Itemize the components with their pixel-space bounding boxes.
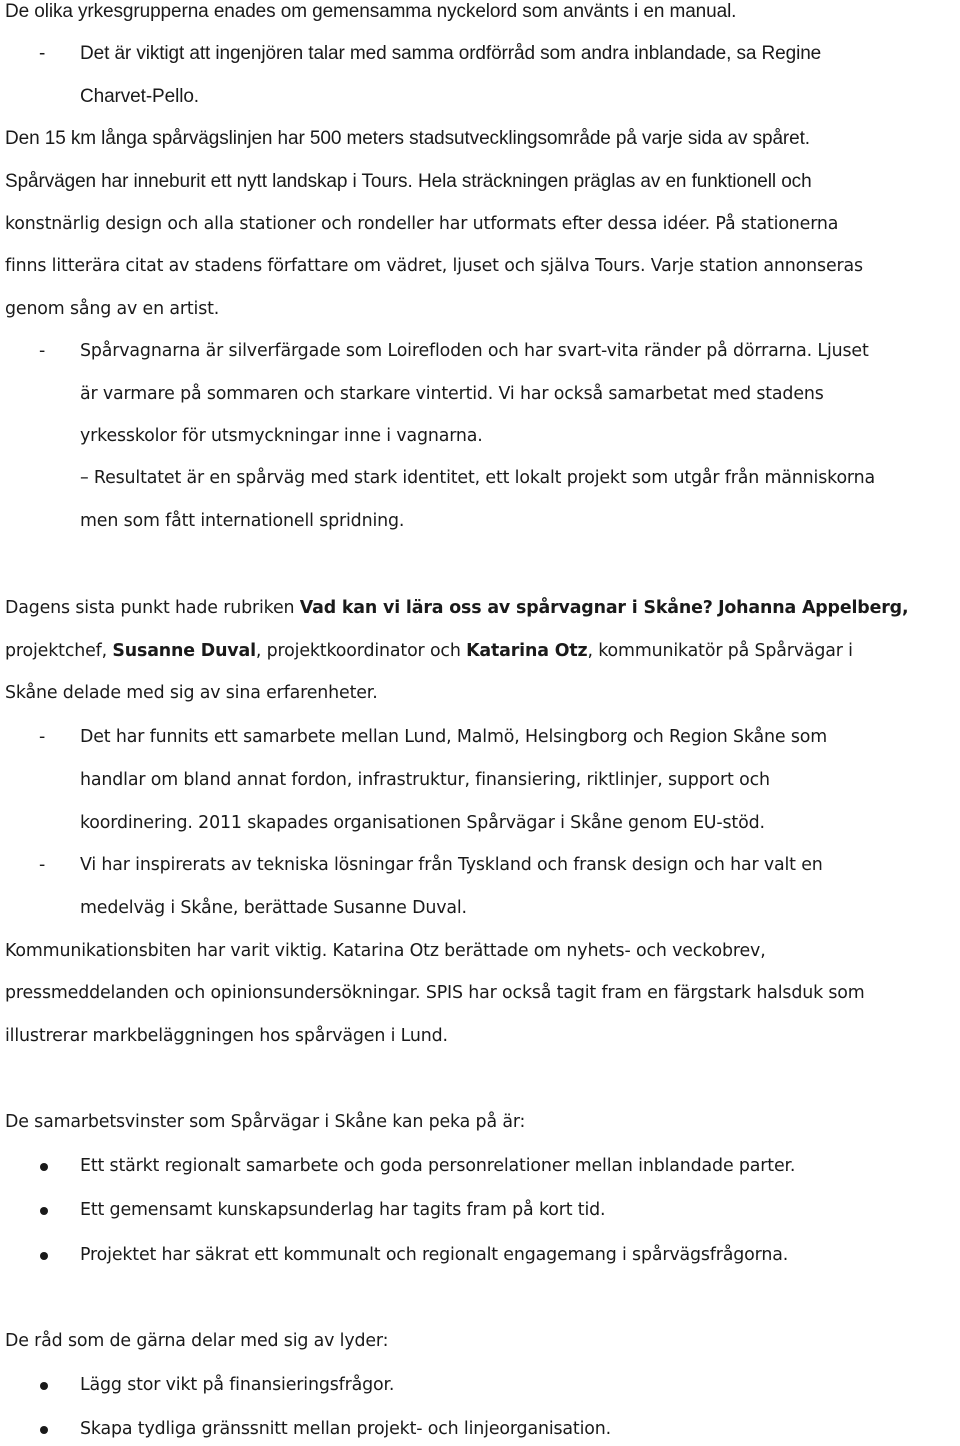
- text-line: medelväg i Skåne, berättade Susanne Duval.: [80, 898, 467, 918]
- text-line: Skåne delade med sig av sina erfarenheter.: [5, 683, 378, 703]
- list-item: Skapa tydliga gränssnitt mellan projekt- och linjeorganisation.: [80, 1419, 612, 1439]
- bold-text: Katarina Otz: [466, 641, 588, 661]
- text-line: Kommunikationsbiten har varit viktig. Katarina Otz berättade om nyhets- och veckobrev,: [5, 941, 766, 961]
- text-line: koordinering. 2011 skapades organisationen Spårvägar i Skåne genom EU-stöd.: [80, 813, 765, 833]
- bullet-icon: [40, 1207, 48, 1215]
- text-span: finns litterära citat av stadens författare om vädret, ljuset och själva Tours.: [5, 256, 646, 276]
- text-line: illustrerar markbeläggningen hos spårvägen i Lund.: [5, 1026, 448, 1046]
- text-line: handlar om bland annat fordon, infrastruktur, finansiering, riktlinjer, support och: [80, 770, 770, 790]
- bold-text: Johanna Appelberg,: [718, 598, 909, 618]
- dash-marker: -: [39, 727, 46, 747]
- section-heading: De samarbetsvinster som Spårvägar i Skåne kan peka på är:: [5, 1112, 526, 1132]
- text-line: [5, 212, 838, 236]
- bullet-icon: [40, 1252, 48, 1260]
- text-span: , projektkoordinator och: [255, 641, 467, 661]
- text-line: yrkesskolor för utsmyckningar inne i vagnarna.: [80, 426, 483, 446]
- list-item: Lägg stor vikt på finansieringsfrågor.: [80, 1375, 395, 1395]
- text-span: Spårvägen har inneburit ett nytt landskap i Tours.: [5, 171, 413, 192]
- dash-marker: -: [39, 341, 46, 361]
- text-line: [5, 639, 853, 663]
- text-line: [5, 254, 863, 278]
- section-heading: De råd som de gärna delar med sig av lyder:: [5, 1331, 389, 1351]
- text-line: Vi har inspirerats av tekniska lösningar från Tyskland och fransk design och har valt en: [80, 855, 823, 875]
- list-item: Ett gemensamt kunskapsunderlag har tagits fram på kort tid.: [80, 1200, 606, 1220]
- text-line: pressmeddelanden och opinionsundersökningar. SPIS har också tagit fram en färgstark halsduk som: [5, 983, 865, 1003]
- text-span: , kommunikatör på Spårvägar i: [587, 641, 853, 661]
- bold-text: Vad kan vi lära oss av spårvagnar i Skåne?: [299, 598, 713, 618]
- text-span: konstnärlig design och alla stationer och rondeller har utformats efter dessa idéer.: [5, 214, 711, 234]
- text-line: [5, 596, 908, 620]
- text-span: Dagens sista punkt hade rubriken: [5, 598, 300, 618]
- text-span: Varje station annonseras: [650, 256, 863, 276]
- text-span: På stationerna: [715, 214, 839, 234]
- bold-text: Susanne Duval: [112, 641, 256, 661]
- text-line: – Resultatet är en spårväg med stark identitet, ett lokalt projekt som utgår från människorna: [80, 468, 876, 488]
- text-span: Hela sträckningen präglas av en funktionell och: [418, 171, 812, 192]
- text-line: Det har funnits ett samarbete mellan Lund, Malmö, Helsingborg och Region Skåne som: [80, 727, 828, 747]
- text-line: är varmare på sommaren och starkare vintertid. Vi har också samarbetat med stadens: [80, 384, 824, 404]
- list-item: Ett stärkt regionalt samarbete och goda personrelationer mellan inblandade parter.: [80, 1156, 796, 1176]
- text-line: Charvet-Pello.: [80, 86, 199, 107]
- text-line: men som fått internationell spridning.: [80, 511, 405, 531]
- dash-marker: -: [39, 855, 46, 875]
- bullet-icon: [40, 1163, 48, 1171]
- text-span: projektchef,: [5, 641, 113, 661]
- text-line: [5, 169, 812, 194]
- text-line: Spårvagnarna är silverfärgade som Loirefloden och har svart-vita ränder på dörrarna. Ljuset: [80, 341, 869, 361]
- text-line: Den 15 km långa spårvägslinjen har 500 meters stadsutvecklingsområde på varje sida av spåret.: [5, 128, 810, 149]
- text-line: Det är viktigt att ingenjören talar med samma ordförråd som andra inblandade, sa Regine: [80, 43, 822, 64]
- bullet-icon: [40, 1426, 48, 1434]
- bullet-icon: [40, 1382, 48, 1390]
- text-line: De olika yrkesgrupperna enades om gemensamma nyckelord som använts i en manual.: [5, 1, 737, 22]
- dash-marker: -: [39, 43, 46, 64]
- list-item: Projektet har säkrat ett kommunalt och regionalt engagemang i spårvägsfrågorna.: [80, 1245, 789, 1265]
- text-line: genom sång av en artist.: [5, 299, 220, 319]
